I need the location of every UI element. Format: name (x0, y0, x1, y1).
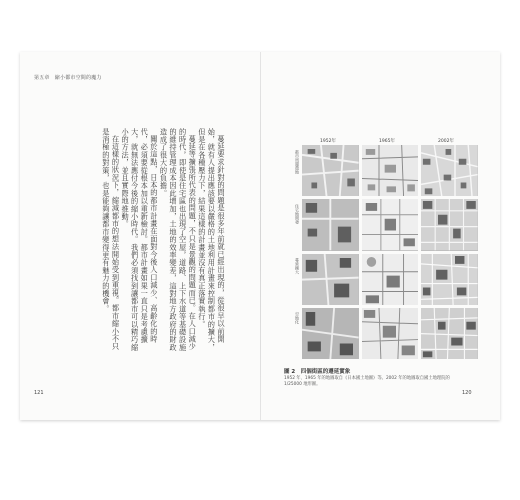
running-head: 第五章 縮小都市空間的魔力 (34, 75, 102, 81)
figure-row-label: 空地化 (295, 312, 300, 324)
figure-note: 1952 年、1965 年的地圖取自《日本國土地圖》等。2002 年的地圖取自國土地理院的 1/25000 地形圖。 (284, 376, 450, 387)
body-paragraph: 蔓延等擴張所代表的問題，不只是景觀的問題而已。在人口減少的時代，即使是住宅區也出現了空屋，道路、上下水道等基礎設施的維持管理成本因此增加，土地的效率變差，這對地方政府的財政造成了很大的負擔。 (159, 128, 198, 352)
figure-row-labels (284, 148, 300, 362)
map-image (302, 145, 359, 196)
map-image (421, 308, 478, 359)
map-image (362, 254, 419, 305)
figure-row-label: 都市周邊農地 (295, 150, 300, 174)
body-paragraph: 關於這點，日本的都市計畫在面對今後人口減少、高齡化的時代，必須要從根本加以重新檢討。都市計畫如果一直只是考慮擴大，就無法應付今後的縮小時代。我們必須找到讓都市可以精巧縮小的方法，並且實際地推動。 (121, 128, 159, 352)
figure-map-grid (302, 145, 478, 359)
figure-row-label: 蔓延擴大 (295, 258, 300, 274)
figure-row-label: 住宅地開發 (295, 204, 300, 224)
map-image (362, 199, 419, 250)
map-image (362, 308, 419, 359)
figure-column-label: 2002年 (438, 139, 454, 144)
map-image (421, 199, 478, 250)
map-image (362, 145, 419, 196)
map-image (421, 145, 478, 196)
map-image (421, 254, 478, 305)
left-page-number: 121 (34, 390, 44, 396)
body-text (86, 128, 226, 354)
map-image (302, 254, 359, 305)
body-paragraph: 蔓延要求針對的問題是很多年前就已經出現的，從很早以前開始，就有人提出應該要以嚴格的土地利用計畫來控制都市的擴大，但是在各種壓力下，結果這樣的計畫並沒有真正落實執行。 (197, 128, 226, 352)
right-page-number: 120 (462, 390, 472, 396)
figure-column-label: 1965年 (379, 139, 395, 144)
book-gutter (260, 52, 261, 420)
figure-column-label: 1952年 (320, 139, 336, 144)
body-paragraph: 在這樣的狀況下，縮減都市的想法開始受到重視。都市縮小不只是消極的對策，也是能夠讓都市變得更有魅力的機會。 (101, 128, 121, 351)
map-image (302, 199, 359, 250)
figure-caption: 圖 2 四個街區的遷延實象 (284, 369, 351, 375)
map-image (302, 308, 359, 359)
